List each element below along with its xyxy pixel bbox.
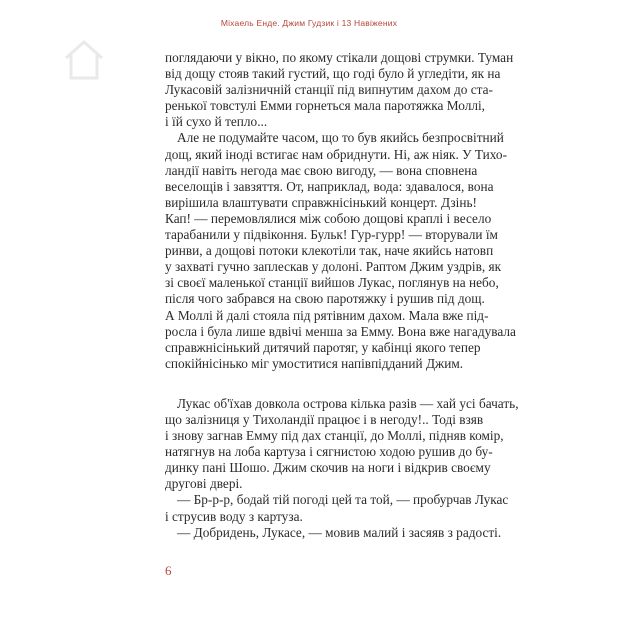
home-watermark-icon xyxy=(62,38,106,82)
text-line: дощ, який іноді встигає нам обриднути. Ні, аж ніяк. У Тихо- xyxy=(165,146,508,162)
text-line: динку пані Шошо. Джим скочив на ноги і відкрив своєму xyxy=(165,460,491,476)
body-text xyxy=(165,50,519,541)
text-line: натягнув на лоба картуза і сягнистою ходою рушив до бу- xyxy=(165,444,493,460)
text-line: після чого забрався на свою паротяжку і рушив під дощ. xyxy=(165,291,485,307)
text-line: ландії навіть негода має свою вигоду, — вона сповнена xyxy=(165,162,478,178)
text-line: — Бр-р-р, бодай тій погоді цей та той, — пробурчав Лукас xyxy=(177,492,509,508)
text-line: у захваті гучно заплескав у долоні. Раптом Джим уздрів, як xyxy=(165,259,502,275)
text-line: другові двері. xyxy=(165,476,243,492)
text-line: спокійнісінько міг умоститися напівпідданий Джим. xyxy=(165,355,464,371)
text-line: що залізниця у Тихоландії працює і в негоду!.. Тоді взяв xyxy=(165,411,484,427)
text-line: поглядаючи у вікно, по якому стікали дощові струмки. Туман xyxy=(165,50,514,65)
text-line: — Добридень, Лукасе, — мовив малий і засяяв з радості. xyxy=(177,524,502,540)
text-line: росла і була лише вдвічі менша за Емму. Вона вже нагадувала xyxy=(165,323,516,339)
text-line: ренької товстулі Емми горнеться мала паротяжка Моллі, xyxy=(165,98,485,114)
text-line: Але не подумайте часом, що то був якийсь безпросвітний xyxy=(177,130,504,146)
text-line: і їй сухо й тепло... xyxy=(165,114,268,130)
text-line: і знову загнав Емму під дах станції, до Моллі, підняв комір, xyxy=(165,428,504,444)
text-line: веселощів і завзяття. От, наприклад, вода: здавалося, вона xyxy=(165,178,494,194)
text-line: від дощу стояв такий густий, що годі було й угледіти, як на xyxy=(165,66,501,82)
text-line: справжнісінький дитячий паротяг, у кабінці якого тепер xyxy=(165,339,481,355)
text-line: вирішила влаштувати справжнісінький концерт. Дзінь! xyxy=(165,194,477,210)
text-line: Лукас об'їхав довкола острова кілька разів — хай усі бачать, xyxy=(177,395,519,411)
page-number: 6 xyxy=(165,563,172,578)
text-line: ринви, а дощові потоки клекотіли так, наче якийсь натовп xyxy=(165,243,494,259)
text-line: А Моллі й далі стояла під рятівним дахом. Мала вже під- xyxy=(165,307,489,323)
text-line: Лукасовій залізничній станції під випнутим дахом до ста- xyxy=(165,82,493,98)
text-line: Кап! — перемовлялися між собою дощові краплі і весело xyxy=(165,210,492,226)
text-line: тарабанили у підвіконня. Бульк! Гур-гурр! — вторували їм xyxy=(165,227,498,243)
running-header: Міхаель Енде. Джим Гудзик і 13 Навіжених xyxy=(220,18,398,28)
text-line: зі своєї маленької станції вийшов Лукас, поглянув на небо, xyxy=(165,275,499,291)
text-line: і струсив воду з картуза. xyxy=(165,508,303,524)
